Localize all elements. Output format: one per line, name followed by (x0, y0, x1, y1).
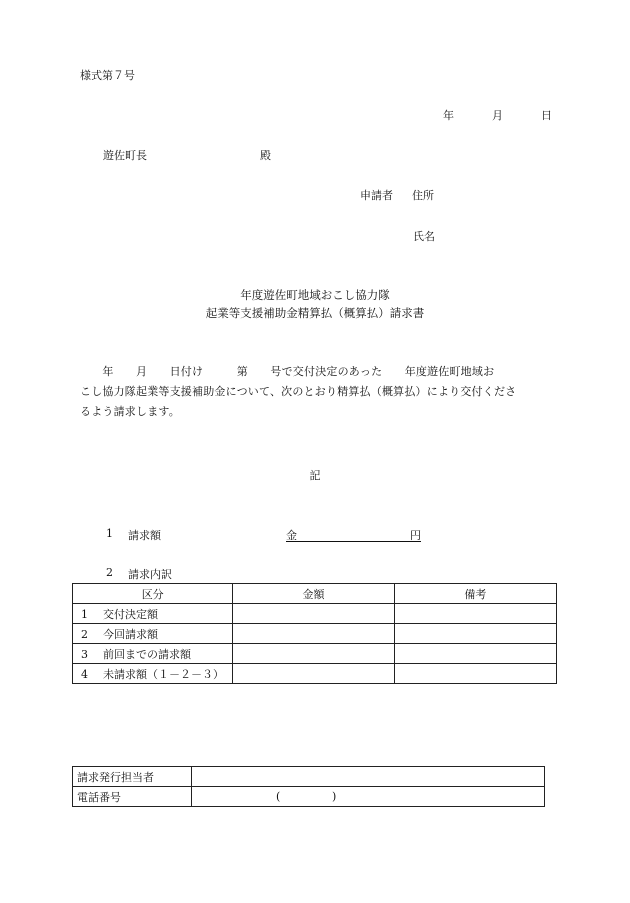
row-label (73, 624, 233, 644)
item1-label: 請求額 (128, 529, 161, 542)
remarks-cell[interactable] (394, 604, 556, 624)
table-header-row (73, 584, 557, 604)
phone-value-cell[interactable] (192, 787, 545, 807)
item2-number: 2 (106, 566, 113, 579)
breakdown-table (72, 583, 557, 684)
date-month-label: 月 (492, 109, 503, 122)
address-label: 住所 (412, 189, 434, 202)
amount-prefix: 金 (286, 529, 297, 542)
request-amount-field[interactable] (286, 527, 421, 542)
honorific: 殿 (260, 149, 271, 162)
document-title-line2: 起業等支援補助金精算払（概算払）請求書 (205, 306, 425, 320)
amount-cell[interactable] (233, 624, 394, 644)
issuer-value-cell[interactable] (192, 767, 545, 787)
phone-paren-open: ( (276, 790, 281, 803)
body-line-3: るよう請求します。 (80, 405, 180, 418)
row-number: 2 (81, 627, 88, 641)
addressee: 遊佐町長 (103, 149, 147, 162)
header-remarks: 備考 (394, 584, 556, 604)
date-year-label: 年 (443, 109, 454, 122)
body-line-1: 年 月 日付け 第 号で交付決定のあった 年度遊佐町地域お (80, 365, 495, 378)
amount-cell[interactable] (233, 604, 394, 624)
amount-cell[interactable] (233, 644, 394, 664)
table-row (73, 624, 557, 644)
remarks-cell[interactable] (394, 664, 556, 684)
row-label-text: 今回請求額 (103, 627, 158, 641)
remarks-cell[interactable] (394, 644, 556, 664)
header-category: 区分 (73, 584, 233, 604)
amount-suffix: 円 (410, 529, 421, 542)
issuer-label: 請求発行担当者 (73, 767, 192, 787)
row-label (73, 664, 233, 684)
amount-cell[interactable] (233, 664, 394, 684)
row-number: 3 (81, 647, 88, 661)
form-number: 様式第７号 (80, 69, 135, 82)
contact-table (72, 766, 545, 807)
request-body-text (80, 362, 555, 422)
applicant-label: 申請者 (360, 189, 393, 202)
issuer-row (73, 767, 545, 787)
row-label-text: 前回までの請求額 (103, 647, 191, 661)
document-title-line1: 年度遊佐町地域おこし協力隊 (240, 288, 390, 302)
table-row (73, 644, 557, 664)
date-day-label: 日 (541, 109, 552, 122)
table-row (73, 604, 557, 624)
row-number: 4 (81, 667, 88, 681)
phone-label: 電話番号 (73, 787, 192, 807)
body-line-2: こし協力隊起業等支援補助金について、次のとおり精算払（概算払）により交付くださ (80, 385, 517, 398)
row-label (73, 644, 233, 664)
name-label: 氏名 (413, 230, 435, 243)
ki-heading: 記 (309, 469, 321, 482)
phone-row (73, 787, 545, 807)
header-amount: 金額 (233, 584, 394, 604)
item1-number: 1 (106, 527, 113, 540)
row-number: 1 (81, 607, 88, 621)
item2-label: 請求内訳 (128, 568, 172, 581)
remarks-cell[interactable] (394, 624, 556, 644)
table-row (73, 664, 557, 684)
row-label-text: 未請求額（１－２－３） (103, 667, 224, 681)
row-label-text: 交付決定額 (103, 607, 158, 621)
row-label (73, 604, 233, 624)
phone-paren-close: ) (332, 790, 337, 803)
